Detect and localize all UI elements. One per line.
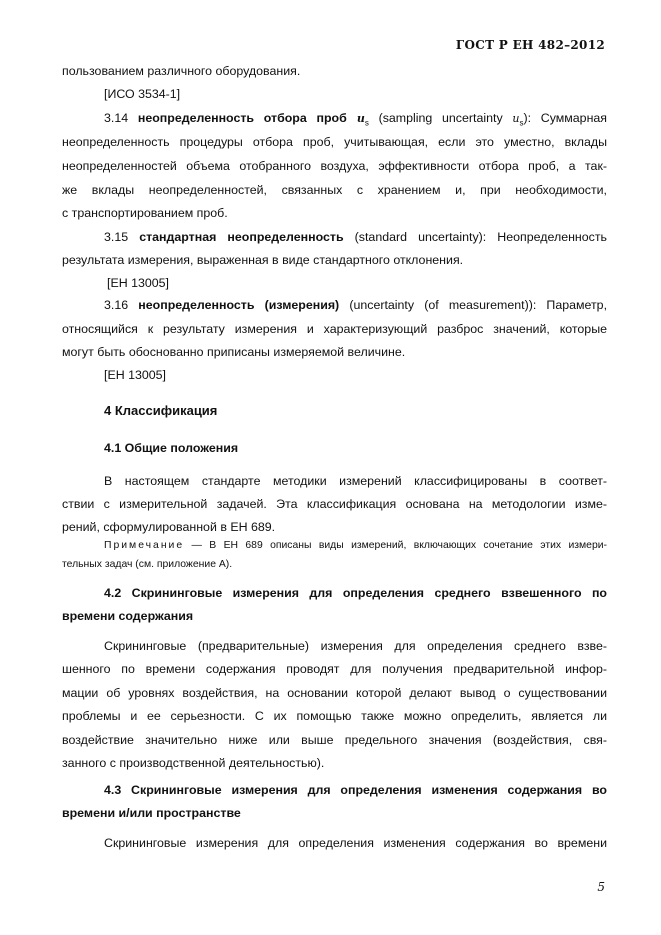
note-line: тельных задач (см. приложение А). — [62, 559, 233, 570]
text-line: В настоящем стандарте методики измерений классифицированы в соответ- — [104, 474, 607, 488]
subsection-heading-cont: времени и/или пространстве — [62, 806, 241, 820]
document-header: ГОСТ Р ЕН 482–2012 — [455, 38, 605, 52]
text-line: проблемы и ее серьезности. С их помощью также можно определить, является ли — [62, 709, 607, 723]
text-line: Скрининговые измерения для определения изменения содержания во времени — [104, 836, 607, 850]
definition-3-16: 3.16 неопределенность (измерения) (uncertainty (of measurement)): Параметр, — [104, 298, 608, 312]
text-line: могут быть обоснованно приписаны измеряемой величине. — [62, 345, 406, 359]
text-line: Скрининговые (предварительные) измерения для определения среднего взве- — [104, 639, 607, 653]
subsection-heading: 4.3 Скрининговые измерения для определения изменения содержания во — [104, 783, 607, 797]
text-line: же вклады неопределенностей, связанных с хранением и, при необходимости, — [62, 183, 607, 197]
term: неопределенность (измерения) — [138, 298, 340, 312]
page-number: 5 — [597, 880, 605, 894]
note: Примечание — В ЕН 689 описаны виды измерений, включающих сочетание этих измери- — [104, 540, 607, 551]
subsection-heading: 4.1 Общие положения — [104, 441, 239, 455]
text-line: рений, сформулированной в ЕН 689. — [62, 520, 276, 534]
definition-3-15: 3.15 стандартная неопределенность (standard uncertainty): Неопределенность — [104, 230, 607, 244]
text-line: результата измерения, выраженная в виде стандартного отклонения. — [62, 253, 464, 267]
text-line: ствии с измерительной задачей. Эта классификация основана на методологии изме- — [62, 497, 607, 511]
term: стандартная неопределенность — [139, 230, 344, 244]
note-label: Примечание — [104, 540, 185, 551]
reference: [ЕН 13005] — [104, 368, 166, 382]
text-line: занного с производственной деятельностью). — [62, 756, 325, 770]
text-line: неопределенность процедуры отбора проб, учитывающая, если это уместно, вклады — [62, 135, 607, 149]
text-line: мации об уровнях воздействия, на основании которой делают вывод о существовании — [62, 686, 607, 700]
term: неопределенность отбора проб — [137, 111, 347, 125]
subsection-heading: 4.2 Скрининговые измерения для определения среднего взвешенного по — [104, 586, 607, 600]
reference: [ИСО 3534-1] — [104, 87, 181, 101]
subsection-heading-cont: времени содержания — [62, 609, 194, 623]
text-line: пользованием различного оборудования. — [62, 64, 301, 78]
text-line: шенного по времени содержания проводят для получения предварительной инфор- — [62, 662, 607, 676]
text-line: с транспортированием проб. — [62, 206, 228, 220]
definition-3-14: 3.14 неопределенность отбора проб $u_s$ (sampling uncertainty $u_s$): Суммарная — [104, 111, 608, 128]
text-line: воздействие значительно ниже или выше предельного значения (воздействия, свя- — [62, 733, 607, 747]
text-line: относящийся к результату измерения и характеризующий разброс значений, которые — [62, 322, 607, 336]
section-heading: 4 Классификация — [104, 403, 218, 418]
text-line: неопределенностей объема отобранного воздуха, эффективности отбора проб, а так- — [62, 159, 607, 173]
reference: [ЕН 13005] — [107, 276, 169, 290]
